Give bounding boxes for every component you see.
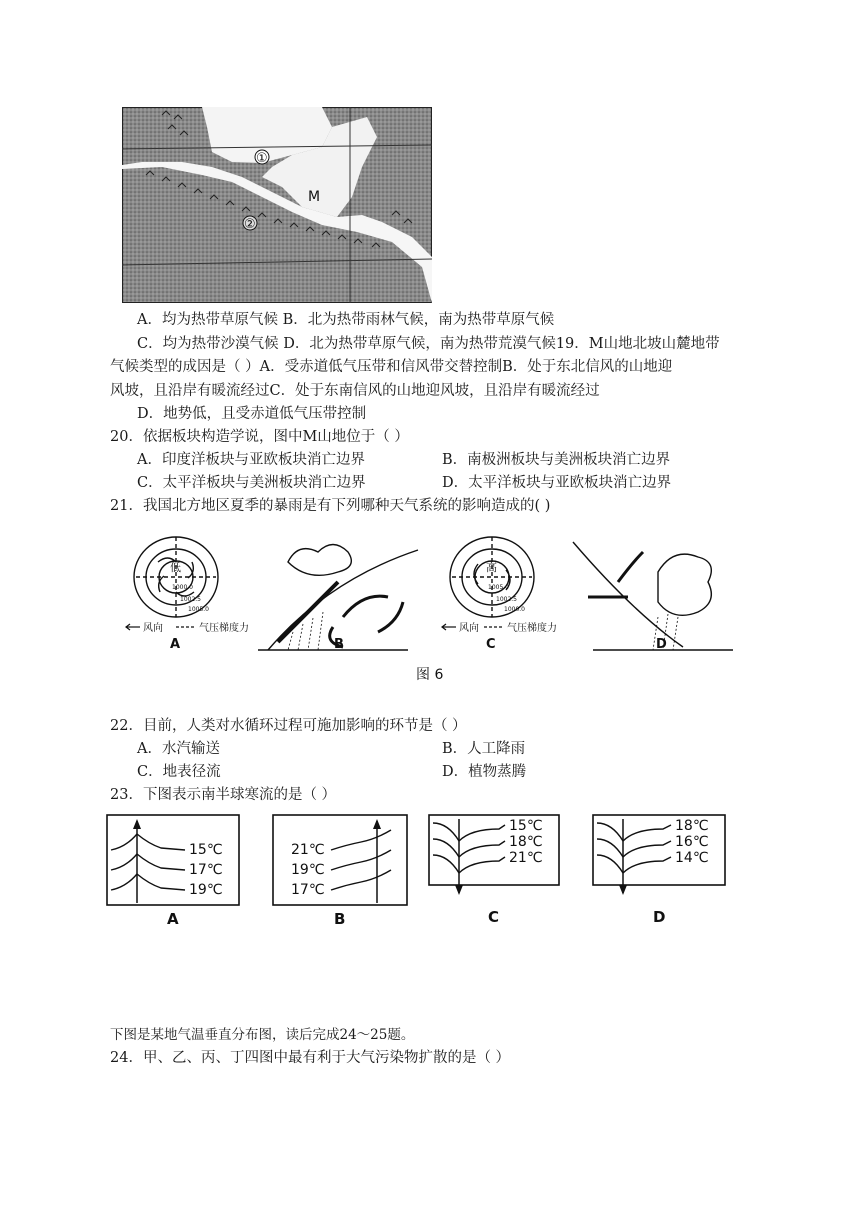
q23-stem: 23．下图表示南半球寒流的是（ ） xyxy=(110,787,337,803)
current-arrow-a xyxy=(133,819,141,903)
isotherm-line xyxy=(331,870,391,890)
panel-label-b: B xyxy=(334,637,344,652)
isotherm-label: 15℃ xyxy=(189,842,223,858)
high-label: 高 xyxy=(486,561,497,574)
isotherm-line xyxy=(433,823,505,841)
q19-option-d: D．地势低，且受赤道低气压带控制 xyxy=(137,406,367,422)
q20-option-b[interactable]: B．南极洲板块与美洲板块消亡边界 xyxy=(442,452,671,468)
isotherm-line xyxy=(331,830,391,850)
isotherm-label: 21℃ xyxy=(509,850,543,866)
figure-caption: 图 6 xyxy=(416,667,444,683)
q22-option-d[interactable]: D．植物蒸腾 xyxy=(442,764,527,780)
isobar-a-1: 1000.0 xyxy=(172,584,193,591)
map-label-m: M xyxy=(308,189,321,205)
map-label-2: ② xyxy=(244,217,256,232)
isotherm-label: 18℃ xyxy=(675,818,709,834)
isobar-a-3: 1005.0 xyxy=(188,606,209,613)
isotherm-line xyxy=(111,854,185,870)
weather-systems-svg xyxy=(118,522,748,692)
isotherm-line xyxy=(331,850,391,870)
isotherm-line xyxy=(597,823,671,841)
current-panel-label: A xyxy=(167,910,179,928)
legend-pressure-c: 气压梯度力 xyxy=(507,623,557,634)
isotherm-line xyxy=(597,839,671,857)
intro-24-25: 下图是某地气温垂直分布图，读后完成24～25题。 xyxy=(110,1027,415,1043)
weather-systems-figure xyxy=(118,522,748,692)
isobar-c-2: 1002.5 xyxy=(496,596,517,603)
q19-stem-line-1: 气候类型的成因是（ ）A．受赤道低气压带和信风带交替控制B．处于东北信风的山地迎 xyxy=(110,359,673,375)
current-panel-label: B xyxy=(334,910,346,928)
current-panel-label: C xyxy=(488,908,500,926)
isotherm-label: 17℃ xyxy=(291,882,325,898)
q24-stem: 24．甲、乙、丙、丁四图中最有利于大气污染物扩散的是（ ） xyxy=(110,1050,511,1066)
isotherm-label: 15℃ xyxy=(509,818,543,834)
q22-option-c[interactable]: C．地表径流 xyxy=(137,764,221,780)
q22-option-b[interactable]: B．人工降雨 xyxy=(442,741,526,757)
q20-option-c[interactable]: C．太平洋板块与美洲板块消亡边界 xyxy=(137,475,366,491)
current-panel-label: D xyxy=(653,908,666,926)
isotherm-line xyxy=(111,834,185,850)
isotherm-label: 19℃ xyxy=(189,882,223,898)
ocean-current-svg xyxy=(105,810,735,930)
map-svg xyxy=(122,107,432,303)
isotherm-label: 18℃ xyxy=(509,834,543,850)
q20-stem: 20．依据板块构造学说，图中M山地位于（ ） xyxy=(110,429,409,445)
isotherm-label: 16℃ xyxy=(675,834,709,850)
isobar-c-3: 1000.0 xyxy=(504,606,525,613)
q20-option-d[interactable]: D．太平洋板块与亚欧板块消亡边界 xyxy=(442,475,672,491)
legend-wind-c: 风向 xyxy=(459,623,479,634)
isotherm-line xyxy=(597,855,671,873)
q20-option-a[interactable]: A．印度洋板块与亚欧板块消亡边界 xyxy=(137,452,365,468)
ocean-current-figure xyxy=(105,810,735,930)
q18-option-line-2: C．均为热带沙漠气候 D．北为热带草原气候，南为热带荒漠气候19．M山地北坡山麓地带 xyxy=(137,336,720,352)
isotherm-line xyxy=(433,855,505,873)
isobar-c-1: 1005.0 xyxy=(488,584,509,591)
isotherm-label: 17℃ xyxy=(189,862,223,878)
low-label: 低 xyxy=(170,561,181,574)
isobar-a-2: 1002.5 xyxy=(180,596,201,603)
q19-stem-line-2: 风坡，且沿岸有暖流经过C．处于东南信风的山地迎风坡，且沿岸有暖流经过 xyxy=(110,383,600,399)
legend-wind-a: 风向 xyxy=(143,623,163,634)
q22-option-a[interactable]: A．水汽输送 xyxy=(137,741,220,757)
isotherm-label: 14℃ xyxy=(675,850,709,866)
map-figure xyxy=(122,107,432,303)
isotherm-label: 19℃ xyxy=(291,862,325,878)
panel-label-a: A xyxy=(170,637,181,652)
q22-stem: 22．目前，人类对水循环过程可施加影响的环节是（ ） xyxy=(110,718,467,734)
current-arrow-b xyxy=(373,819,381,903)
legend-pressure-a: 气压梯度力 xyxy=(199,623,249,634)
map-label-1: ① xyxy=(256,151,268,166)
isotherm-label: 21℃ xyxy=(291,842,325,858)
panel-label-c: C xyxy=(486,637,496,652)
isotherm-line xyxy=(111,874,185,890)
q18-option-line-1: A．均为热带草原气候 B．北为热带雨林气候，南为热带草原气候 xyxy=(137,312,555,328)
q21-stem: 21．我国北方地区夏季的暴雨是有下列哪种天气系统的影响造成的( ) xyxy=(110,498,551,514)
isotherm-line xyxy=(433,839,505,857)
panel-label-d: D xyxy=(656,637,667,652)
